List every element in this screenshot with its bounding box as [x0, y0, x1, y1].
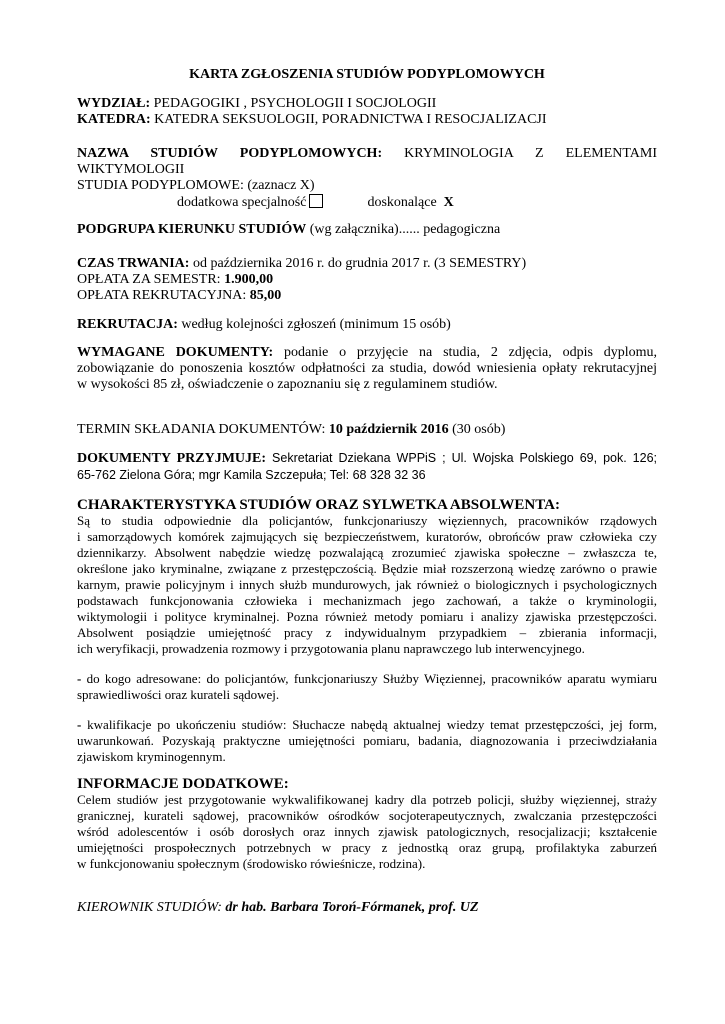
department-label: KATEDRA: — [77, 112, 151, 127]
qualifications-dash: - — [77, 717, 82, 732]
subgroup-label: PODGRUPA KIERUNKU STUDIÓW — [77, 222, 307, 237]
required-docs-line-3: w wysokości 85 zł, oświadczenie o zapoznaniu się z regulaminem studiów. — [77, 377, 498, 392]
recruitment-fee-value: 85,00 — [249, 288, 282, 303]
director-value: dr hab. Barbara Toroń-Fórmanek, prof. UZ — [225, 900, 479, 915]
recruitment-line — [77, 317, 657, 333]
recruitment-label: REKRUTACJA: — [77, 317, 178, 332]
audience-line-1 — [77, 671, 657, 687]
study-type-mark: X — [443, 195, 454, 210]
study-name-value-2: WIKTYMOLOGII — [77, 162, 185, 177]
characteristics-heading: CHARAKTERYSTYKA STUDIÓW ORAZ SYLWETKA ABSOLWENTA: — [77, 497, 560, 513]
department-line — [77, 112, 657, 128]
qualifications-line-3: zjawiskom kryminogennym. — [77, 749, 226, 764]
director-label: KIEROWNIK STUDIÓW: — [77, 900, 222, 915]
additional-info-heading: INFORMACJE DODATKOWE: — [77, 776, 289, 792]
characteristics-line: karnym, prawie policyjnym i innych służb mundurowych, jak również o biologicznych i psychologicznych — [77, 577, 657, 592]
additional-info-line: w funkcjonowaniu społecznym (środowisko rówieśnicze, rodzina). — [77, 856, 426, 871]
additional-info-line: umiejętności prospołecznych potrzebnych w pracy z jednostką oraz grupą, profilaktyka zaburzeń — [77, 840, 657, 855]
additional-info-line: granicznej, kurateli sądowej, pracowników ośrodków socjoterapeutycznych, zwalczania przestępczości — [77, 808, 657, 823]
characteristics-body — [77, 513, 657, 657]
director-line — [77, 900, 657, 916]
characteristics-line: dziennikarzy. Absolwent nabędzie wiedzę pozwalającą zrozumieć zjawiska społeczne – zwłaszcza te, — [77, 545, 657, 560]
study-name-line — [77, 146, 657, 162]
additional-info-line: Celem studiów jest przygotowanie wykwalifikowanej kadry dla potrzeb policji, służby więziennej, straży — [77, 792, 657, 807]
faculty-block — [77, 96, 657, 128]
additional-info-body — [77, 792, 657, 872]
characteristics-line: i samorządowych komórek zajmujących się bezpieczeństwem, kuratorów, obrońców praw człowieka czy — [77, 529, 657, 544]
qualifications-line-2: uwarunkowań. Pozyskają praktyczne umiejętności pomiaru, badania, diagnozowania i przeciwdziałania — [77, 733, 657, 748]
docs-accepted-block — [77, 450, 657, 483]
qualifications-text-1: kwalifikacje po ukończeniu studiów: Słuchacze nabędą aktualnej wiedzy temat przestępczości, jej form, — [87, 717, 658, 732]
additional-info-line: wśród adolescentów i osób dorosłych oraz innych zjawisk patologicznych, resocjalizacji; kształcenie — [77, 824, 657, 839]
required-docs-block — [77, 345, 657, 393]
audience-text-1: do kogo adresowane: do policjantów, funkcjonariuszy Służby Więziennej, pracowników aparatu wymiaru — [86, 671, 658, 686]
characteristics-line: wiktymologii i polityce kryminalnej. Pozna również metody pomiaru i analizy zjawiska przestępczości. — [77, 609, 657, 624]
study-type-label: STUDIA PODYPLOMOWE: (zaznacz X) — [77, 178, 315, 193]
characteristics-line: określone jako kryminalne, związane z przestępczością. Będzie miał rozszerzoną wiedzę zarówno o prawie — [77, 561, 657, 576]
characteristics-line: Są to studia odpowiednie dla policjantów, funkcjonariuszy więziennych, pracowników rządowych — [77, 513, 657, 528]
required-docs-text-1: podanie o przyjęcie na studia, 2 zdjęcia, odpis dyplomu, — [284, 345, 657, 360]
study-name-value-1: KRYMINOLOGIA Z ELEMENTAMI — [404, 146, 658, 161]
study-name-block — [77, 146, 657, 212]
required-docs-line-1 — [77, 345, 657, 361]
characteristics-line: Absolwent posiądzie umiejętność pracy z indywidualnym przypadkiem – zbierania informacji, — [77, 625, 657, 640]
study-type-option-improving: doskonalące — [367, 195, 437, 210]
checkbox-additional-specialty[interactable] — [309, 194, 323, 208]
characteristics-line: ich weryfikacji, prowadzenia rozmowy i przygotowania planu naprawczego lub interwencyjnego. — [77, 641, 585, 656]
deadline-note: (30 osób) — [452, 422, 506, 437]
duration-line — [77, 256, 657, 272]
study-name-label: NAZWA STUDIÓW PODYPLOMOWYCH: — [77, 146, 383, 161]
semester-fee-line — [77, 272, 657, 288]
subgroup-value: (wg załącznika)...... pedagogiczna — [309, 222, 501, 237]
semester-fee-value: 1.900,00 — [224, 272, 274, 287]
deadline-label: TERMIN SKŁADANIA DOKUMENTÓW: — [77, 422, 326, 437]
deadline-line — [77, 422, 657, 438]
docs-accepted-text-1: Sekretariat Dziekana WPPiS ; Ul. Wojska Polskiego 69, pok. 126; — [272, 451, 658, 465]
additional-info-section — [77, 776, 657, 872]
semester-fee-label: OPŁATA ZA SEMESTR: — [77, 272, 221, 287]
characteristics-section — [77, 497, 657, 657]
recruitment-fee-label: OPŁATA REKRUTACYJNA: — [77, 288, 247, 303]
recruitment-value: według kolejności zgłoszeń (minimum 15 osób) — [181, 317, 451, 332]
required-docs-line-2: zobowiązanie do ponoszenia kosztów odpłatności za studia, dowód wniesienia opłaty rekrutacyjnej — [77, 361, 657, 376]
docs-accepted-label: DOKUMENTY PRZYJMUJE: — [77, 451, 267, 466]
docs-accepted-line-2: 65-762 Zielona Góra; mgr Kamila Szczepuła; Tel: 68 328 32 36 — [77, 468, 426, 482]
duration-value: od października 2016 r. do grudnia 2017 r. (3 SEMESTRY) — [192, 256, 527, 271]
qualifications-block — [77, 717, 657, 765]
recruitment-fee-line — [77, 288, 657, 304]
audience-line-2: sprawiedliwości oraz kurateli sądowej. — [77, 687, 280, 702]
required-docs-label: WYMAGANE DOKUMENTY: — [77, 345, 274, 360]
deadline-value: 10 październik 2016 — [328, 422, 449, 437]
study-type-option-additional: dodatkowa specjalność — [177, 195, 307, 210]
subgroup-line — [77, 222, 657, 238]
study-type-options — [77, 194, 657, 212]
faculty-label: WYDZIAŁ: — [77, 96, 151, 111]
audience-dash: - — [77, 671, 82, 686]
faculty-value: PEDAGOGIKI , PSYCHOLOGII I SOCJOLOGII — [153, 96, 437, 111]
qualifications-line-1 — [77, 717, 657, 733]
faculty-line — [77, 96, 657, 112]
duration-fees-block — [77, 256, 657, 304]
audience-block — [77, 671, 657, 703]
duration-label: CZAS TRWANIA: — [77, 256, 190, 271]
document-title: KARTA ZGŁOSZENIA STUDIÓW PODYPLOMOWYCH — [189, 67, 545, 82]
characteristics-line: podstawach funkcjonowania człowieka i mechanizmach jego zachowań, a także o kryminologii, — [77, 593, 657, 608]
docs-accepted-line-1 — [77, 450, 657, 467]
department-value: KATEDRA SEKSUOLOGII, PORADNICTWA I RESOCJALIZACJI — [154, 112, 547, 127]
